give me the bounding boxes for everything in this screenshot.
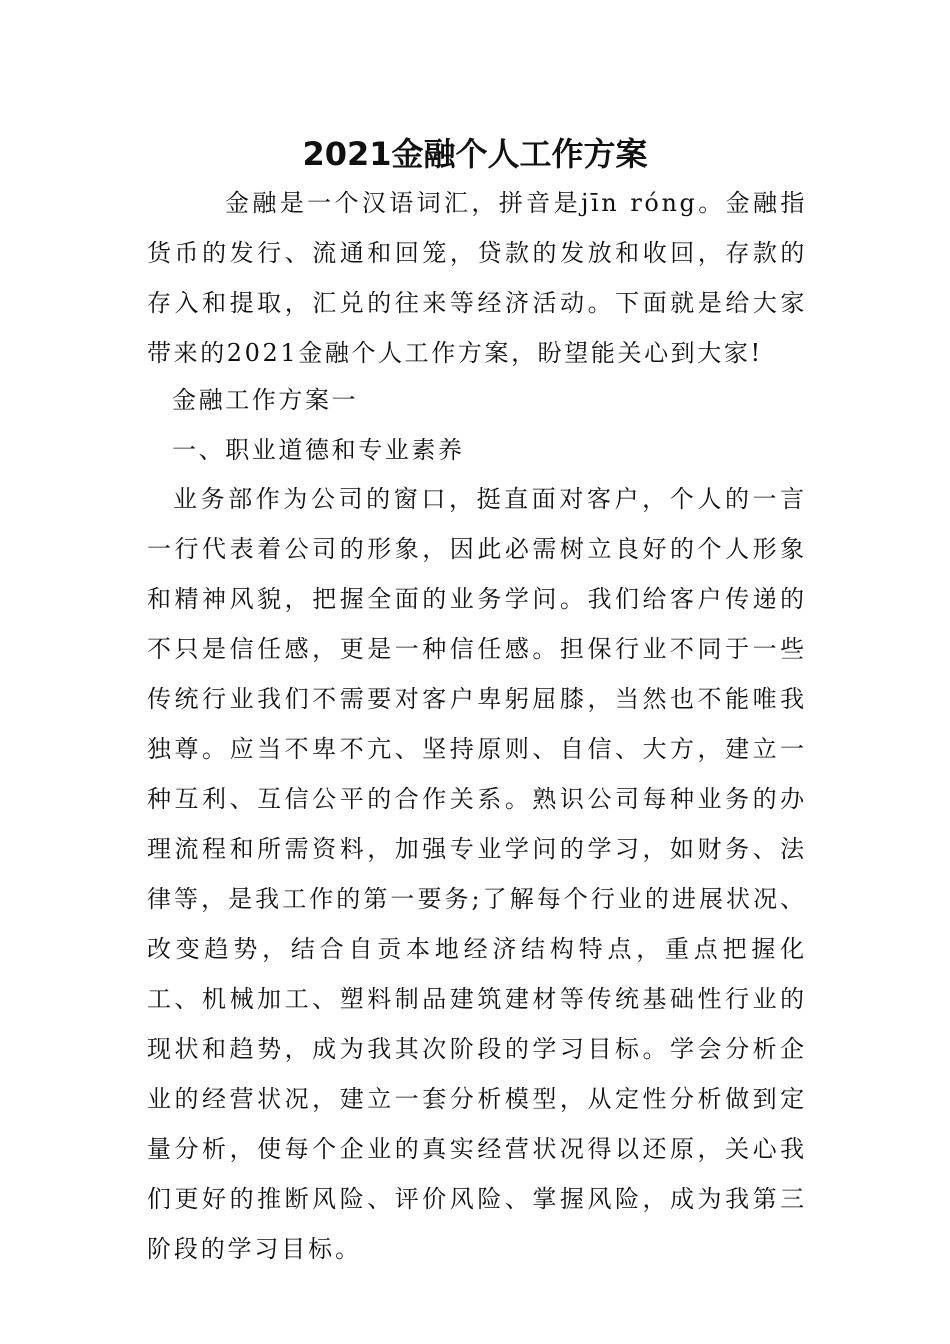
subsection-title: 一、职业道德和专业素养 — [172, 436, 465, 464]
document-title: 2021金融个人工作方案 — [302, 135, 648, 173]
intro-paragraph: 金融是一个汉语词汇，拼音是jīn róng。金融指货币的发行、流通和回笼，贷款的发放和收回，存款的存入和提取，汇兑的往来等经济活动。下面就是给大家带来的2021金融个人工作方案，盼望能关心到大家! — [147, 189, 807, 367]
body-paragraph: 业务部作为公司的窗口，挺直面对客户，个人的一言一行代表着公司的形象，因此必需树立良好的个人形象和精神风貌，把握全面的业务学问。我们给客户传递的不只是信任感，更是一种信任感。担保行业不同于一些传统行业我们不需要对客户卑躬屈膝，当然也不能唯我独尊。应当不卑不亢、坚持原则、自信、大方，建立一种互利、互信公平的合作关系。熟识公司每种业务的办理流程和所需资料，加强专业学问的学习，如财务、法律等，是我工作的第一要务;了解每个行业的进展状况、改变趋势，结合自贡本地经济结构特点，重点把握化工、机械加工、塑料制品建筑建材等传统基础性行业的现状和趋势，成为我其次阶段的学习目标。学会分析企业的经营状况，建立一套分析模型，从定性分析做到定量分析，使每个企业的真实经营状况得以还原，关心我们更好的推断风险、评价风险、掌握风险，成为我第三阶段的学习目标。 — [147, 485, 807, 1263]
section-title: 金融工作方案一 — [172, 386, 359, 414]
